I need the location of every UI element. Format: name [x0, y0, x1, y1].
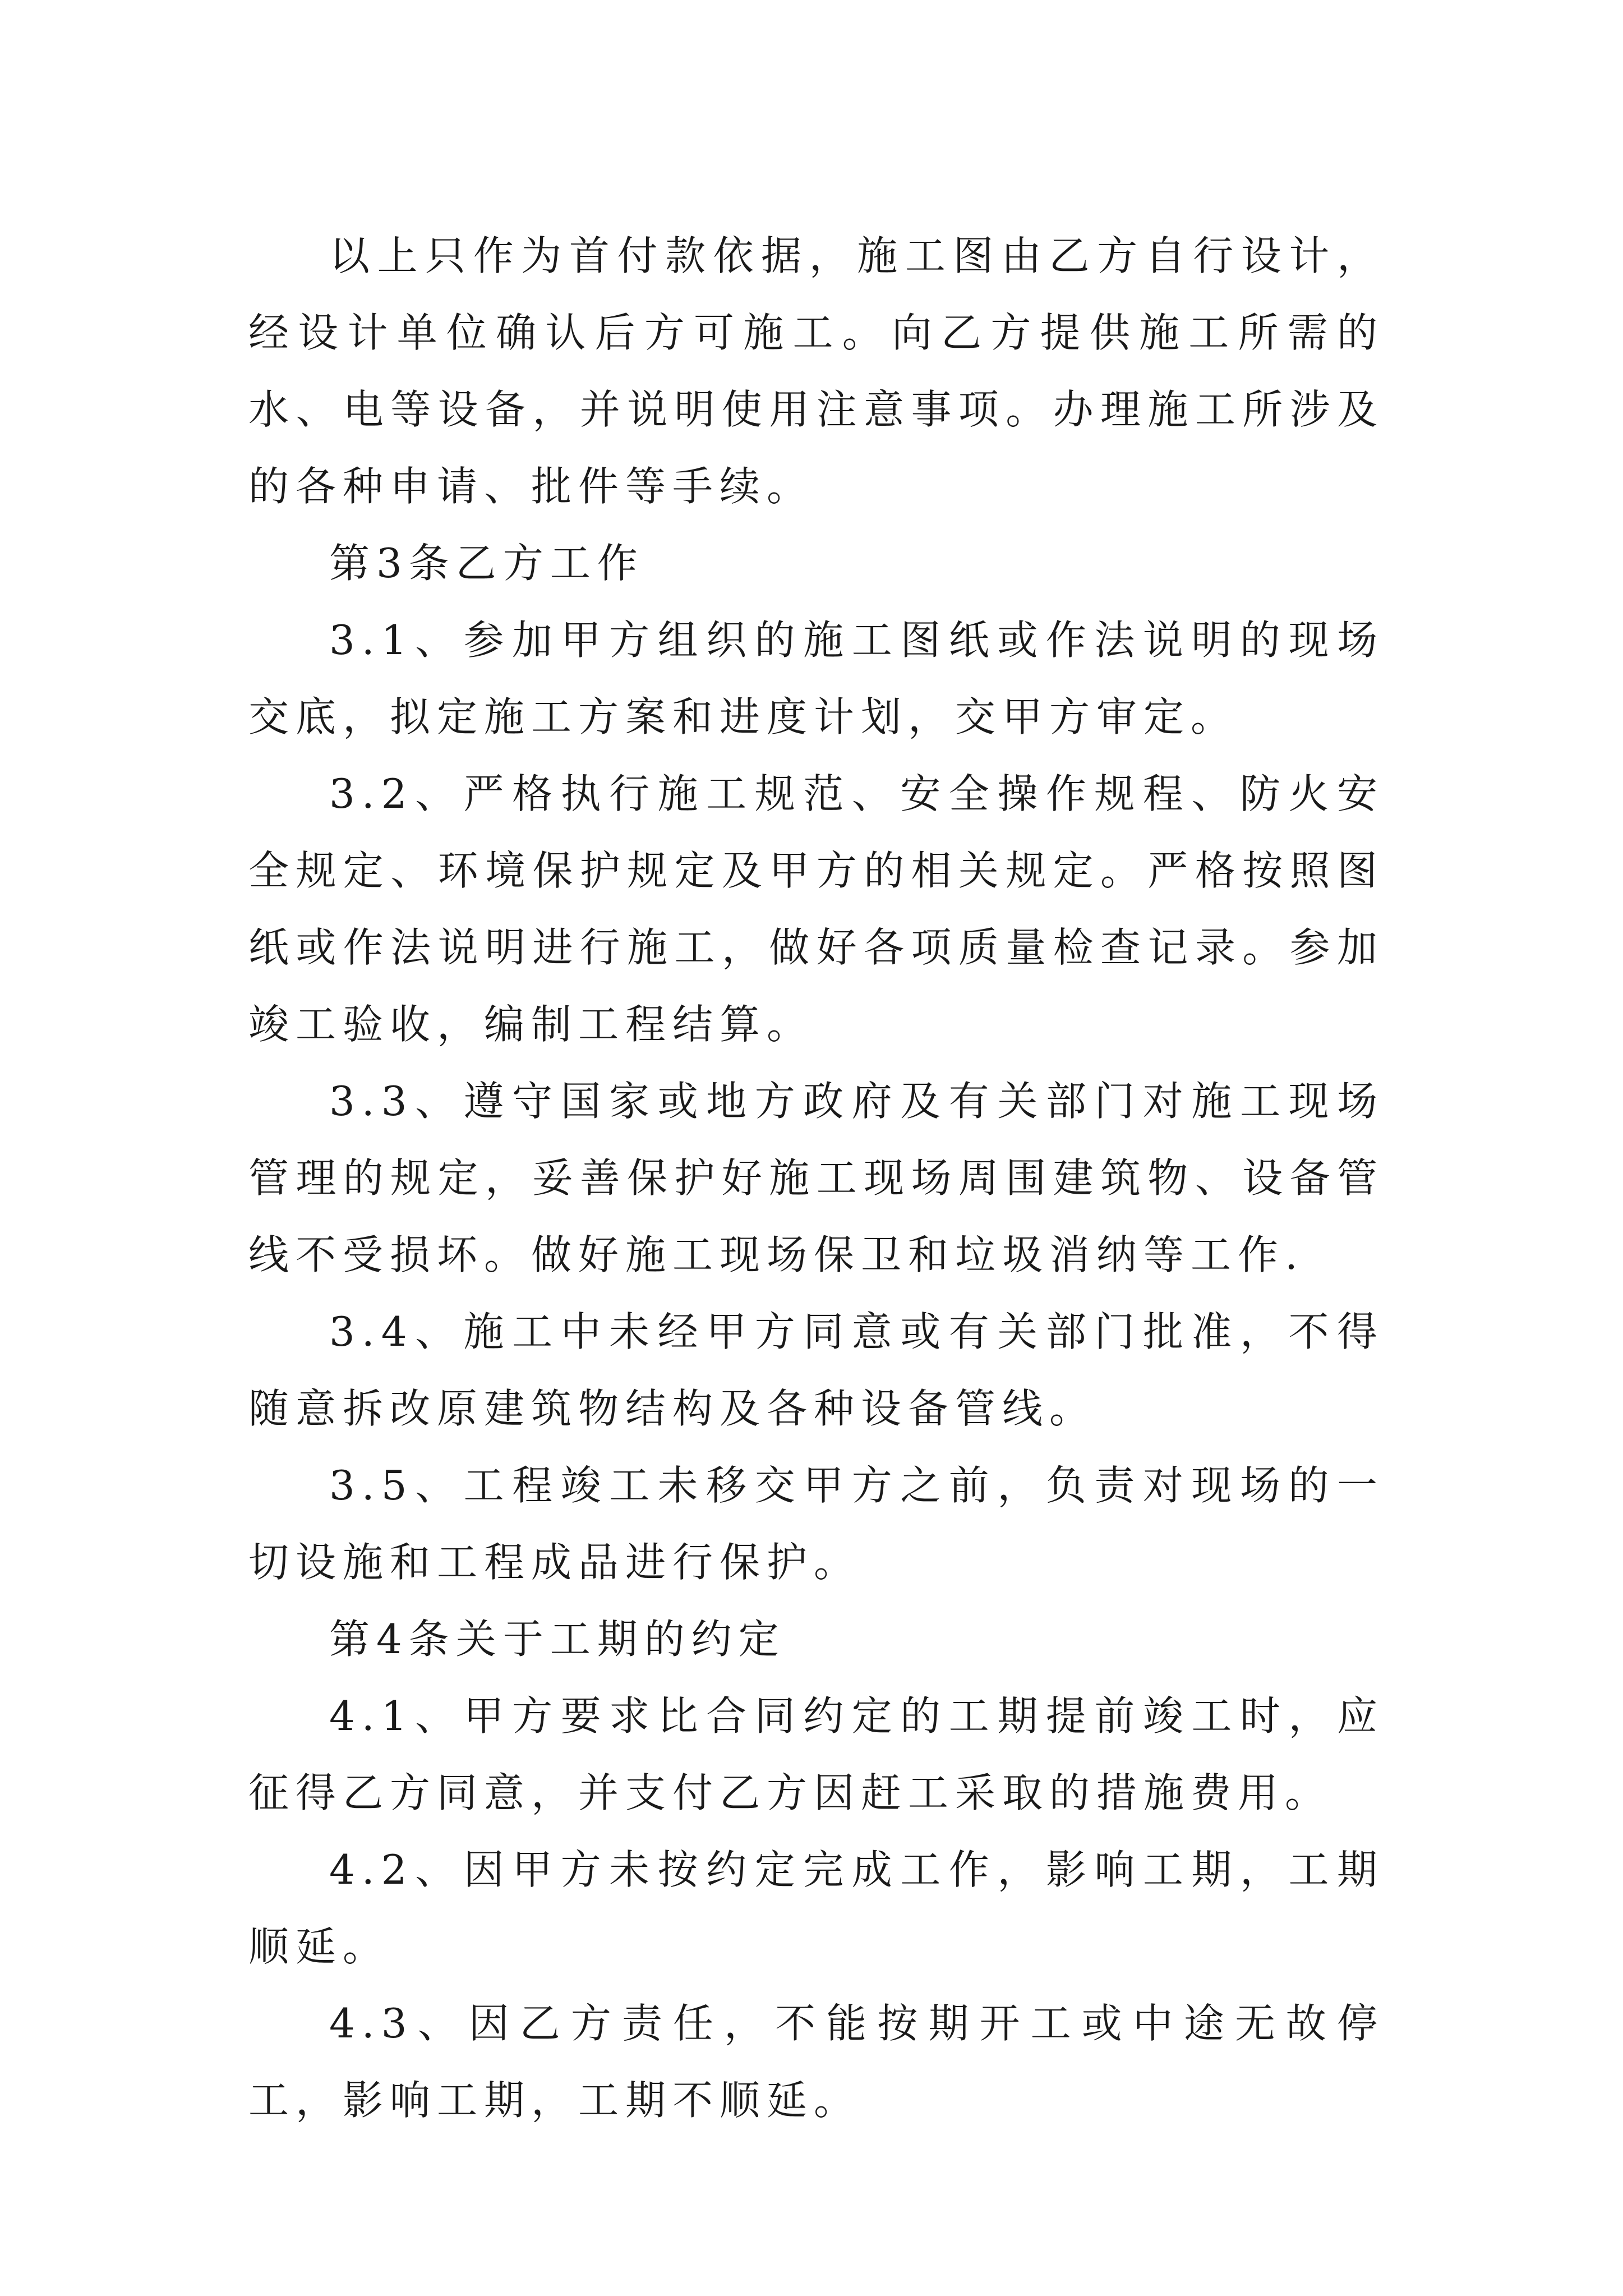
section-heading-article-4: 第4条关于工期的约定 [329, 1616, 786, 1663]
paragraph-first-payment-basis: 以上只作为首付款依据，施工图由乙方自行设计，经设计单位确认后方可施工。向乙方提供施工所需的水、电等设备，并说明使用注意事项。办理施工所涉及的各种申请、批件等手续。 [248, 232, 1384, 510]
document-page [248, 218, 1384, 2139]
clause-4-3: 4.3、因乙方责任，不能按期开工或中途无故停工，影响工期，工期不顺延。 [248, 2000, 1384, 2124]
clause-3-4: 3.4、施工中未经甲方同意或有关部门批准，不得随意拆改原建筑物结构及各种设备管线。 [248, 1308, 1384, 1432]
clause-3-1: 3.1、参加甲方组织的施工图纸或作法说明的现场交底，拟定施工方案和进度计划，交甲方审定。 [248, 616, 1384, 740]
clause-4-2: 4.2、因甲方未按约定完成工作，影响工期，工期顺延。 [248, 1846, 1384, 1970]
clause-3-3: 3.3、遵守国家或地方政府及有关部门对施工现场管理的规定，妥善保护好施工现场周围建筑物、设备管线不受损坏。做好施工现场保卫和垃圾消纳等工作. [248, 1078, 1384, 1278]
section-heading-article-3: 第3条乙方工作 [329, 540, 644, 587]
clause-3-2: 3.2、严格执行施工规范、安全操作规程、防火安全规定、环境保护规定及甲方的相关规定。严格按照图纸或作法说明进行施工，做好各项质量检查记录。参加竣工验收，编制工程结算。 [248, 770, 1384, 1048]
clause-4-1: 4.1、甲方要求比合同约定的工期提前竣工时，应征得乙方同意，并支付乙方因赶工采取的措施费用。 [248, 1692, 1384, 1816]
clause-3-5: 3.5、工程竣工未移交甲方之前，负责对现场的一切设施和工程成品进行保护。 [248, 1462, 1384, 1586]
